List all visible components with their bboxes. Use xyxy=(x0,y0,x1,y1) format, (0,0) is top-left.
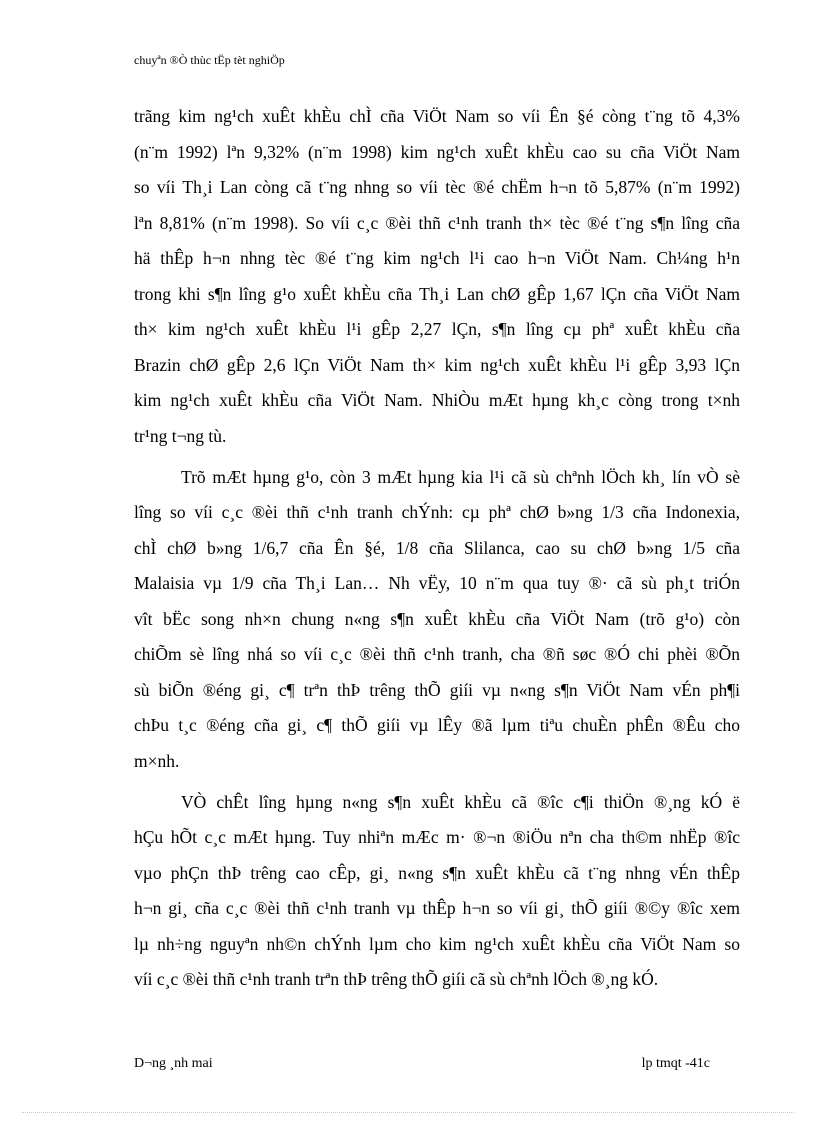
text-line: chÞu t¸c ®éng cña gi¸ c¶ thÕ giíi vµ lÊy ®ã lµm tiªu chuÈn phÊn ®Êu cho xyxy=(134,715,740,735)
text-line: chÌ chØ b»ng 1/6,7 cña Ên §é, 1/8 cña Slilanca, cao su chØ b»ng 1/5 cña xyxy=(134,537,740,558)
text-line: lîng so víi c¸c ®èi thñ c¹nh tranh chÝnh: cµ phª chØ b»ng 1/3 cña Indonexia, xyxy=(134,502,740,522)
footer-author: D¬ng ¸nh mai xyxy=(134,1056,213,1071)
footer-class: lp tmqt -41c xyxy=(641,1056,710,1071)
text-line: so víi Th¸i Lan còng cã t¨ng nhng so víi tèc ®é chËm h¬n tõ 5,87% (n¨m 1992) xyxy=(134,177,740,197)
text-line: vµo phÇn thÞ trêng cao cÊp, gi¸ n«ng s¶n xuÊt khÈu cã t¨ng nhng vÉn thÊp xyxy=(134,862,740,883)
text-line: tr¹ng t¬ng tù. xyxy=(134,425,227,446)
text-line: h¬n gi¸ cña c¸c ®èi thñ c¹nh tranh vµ thÊp h¬n so víi gi¸ thÕ giíi ®©y ®îc xem xyxy=(134,898,740,918)
text-line: hä thÊp h¬n nhng tèc ®é t¨ng kim ng¹ch l¹i cao h¬n ViÖt Nam. Ch¼ng h¹n xyxy=(134,248,740,268)
page-bottom-divider xyxy=(22,1112,794,1113)
text-line: sù biÕn ®éng gi¸ c¶ trªn thÞ trêng thÕ giíi vµ n«ng s¶n ViÖt Nam vÉn ph¶i xyxy=(134,679,740,700)
text-line: (n¨m 1992) lªn 9,32% (n¨m 1998) kim ng¹ch xuÊt khÈu cao su cña ViÖt Nam xyxy=(134,141,740,162)
text-line: VÒ chÊt lîng hµng n«ng s¶n xuÊt khÈu cã ®îc c¶i thiÖn ®¸ng kÓ ë xyxy=(181,791,740,812)
page-header: chuyªn ®Ò thùc tËp tèt nghiÖp xyxy=(134,53,285,67)
text-line: víi c¸c ®èi thñ c¹nh tranh trªn thÞ trêng thÕ giíi cã sù chªnh lÖch ®¸ng kÓ. xyxy=(134,969,659,989)
paragraph-2 xyxy=(134,460,740,780)
text-line: hÇu hÕt c¸c mÆt hµng. Tuy nhiªn mÆc m· ®¬n ®iÖu nªn cha th©m nhËp ®îc xyxy=(134,827,740,847)
text-line: Trõ mÆt hµng g¹o, còn 3 mÆt hµng kia l¹i cã sù chªnh lÖch kh¸ lín vÒ sè xyxy=(181,466,740,487)
text-line: Malaisia vµ 1/9 cña Th¸i Lan… Nh vËy, 10 n¨m qua tuy ®· cã sù ph¸t triÓn xyxy=(134,573,740,593)
text-line: Brazin chØ gÊp 2,6 lÇn ViÖt Nam th× kim ng¹ch xuÊt khÈu l¹i gÊp 3,93 lÇn xyxy=(134,354,740,375)
text-line: trãng kim ng¹ch xuÊt khÈu chÌ cña ViÖt Nam so víi Ên §é còng t¨ng tõ 4,3% xyxy=(134,106,740,126)
text-line: lµ nh÷ng nguyªn nh©n chÝnh lµm cho kim ng¹ch xuÊt khÈu cña ViÖt Nam so xyxy=(134,933,740,954)
paragraph-1 xyxy=(134,99,740,454)
paragraph-3 xyxy=(134,785,740,998)
text-line: th× kim ng¹ch xuÊt khÈu l¹i gÊp 2,27 lÇn, s¶n lîng cµ phª xuÊt khÈu cña xyxy=(134,319,740,339)
text-line: chiÕm sè lîng nhá so víi c¸c ®èi thñ c¹nh tranh, cha ®ñ søc ®Ó chi phèi ®Õn xyxy=(134,644,740,664)
text-line: vît bËc song nh×n chung n«ng s¶n xuÊt khÈu cña ViÖt Nam (trõ g¹o) còn xyxy=(134,608,740,629)
text-line: lªn 8,81% (n¨m 1998). So víi c¸c ®èi thñ c¹nh tranh th× tèc ®é t¨ng s¶n lîng cña xyxy=(134,212,740,233)
text-line: trong khi s¶n lîng g¹o xuÊt khÈu cña Th¸i Lan chØ gÊp 1,67 lÇn cña ViÖt Nam xyxy=(134,283,740,304)
text-line: kim ng¹ch xuÊt khÈu cña ViÖt Nam. NhiÒu mÆt hµng kh¸c còng trong t×nh xyxy=(134,390,740,410)
text-line: m×nh. xyxy=(134,750,180,771)
body-text xyxy=(134,99,740,998)
